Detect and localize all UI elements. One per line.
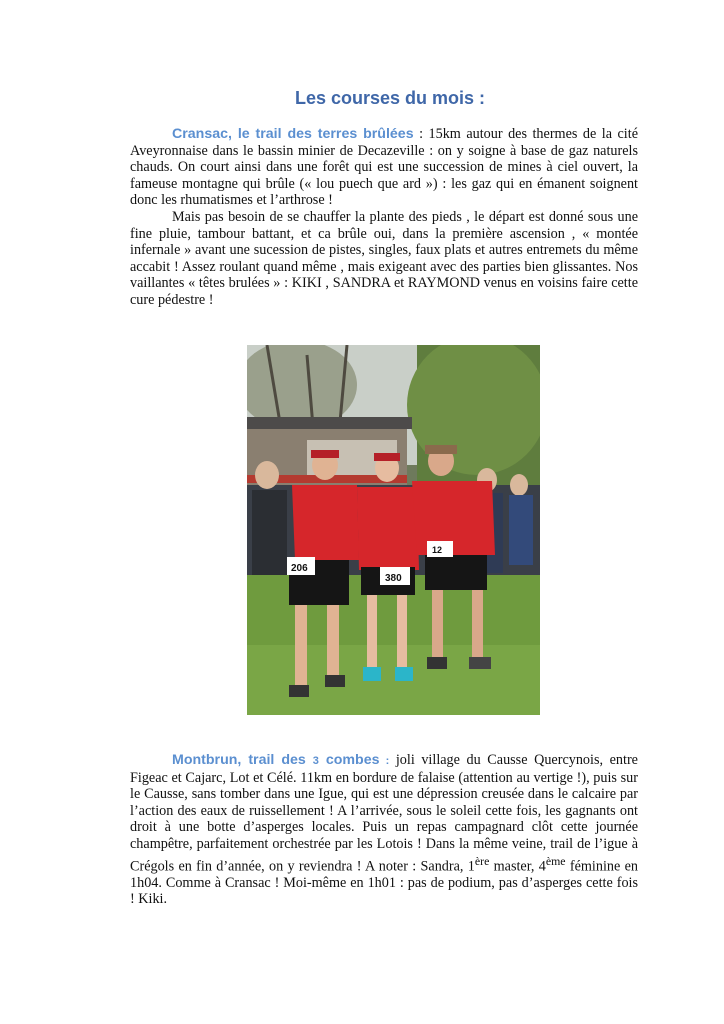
heading-part-b: combes (318, 752, 380, 768)
bib-12: 12 (432, 545, 443, 555)
race-photo (247, 345, 540, 715)
section-cransac (130, 126, 638, 309)
paragraph-3-text-a: joli village du Causse Quercynois, entre Figeac et Cajarc, Lot et Célé. 11km en bordure de falaise (attention au vertige !), puis sur le Causse, sans tomber dans une Igue, qui est une dépression creusée dans le calcaire par l’action des eaux de ruissellement ! A l’arrivée, sous le soleil cette fois, les gagnants ont droit à une botte d’asperges locales. Puis un repas campagnard clôt cette journée champêtre, parfaitement orchestrée par les Lotois ! Dans la même veine, trail de l’igue à Crégols en fin d’année, on y reviendra ! A noter : Sandra, 1 (130, 752, 638, 875)
heading-number: 3 (312, 755, 319, 767)
race-heading-cransac: Cransac, le trail des terres brûlées (172, 126, 414, 142)
superscript-2: ème (545, 853, 566, 868)
paragraph-3-text-b: master, 4 (489, 858, 546, 875)
heading-part-a: Montbrun, trail des (172, 752, 313, 768)
paragraph-1-text: : 15km autour des thermes de la cité Aveyronnaise dans le bassin minier de Decazeville : on y soigne à base de gaz naturels chauds. On court ainsi dans une forêt qui est une succession de mines à ciel ouvert, la fameuse montagne qui brûle (« lou puech que ard ») : les gaz qui en émanent soignent donc les rhumatismes et l’arthrose ! (130, 126, 638, 209)
paragraph-2: Mais pas besoin de se chauffer la plante des pieds , le départ est donné sous une fine pluie, tambour battant, et ca brûle oui, dans la première ascension , « montée infernale » avant une sucession de pistes, singles, faux plats et autres entremets du même accabit ! Assez roulant quand même , mais exigeant avec des parties bien glissantes. Nos vaillantes « têtes brulées » : KIKI , SANDRA et RAYMOND venus en voisins faire cette cure pédestre ! (130, 208, 638, 308)
bib-206: 206 (291, 563, 308, 574)
heading-colon: : (379, 755, 390, 767)
race-heading-montbrun (172, 752, 389, 768)
bib-380: 380 (385, 573, 402, 584)
paragraph-3 (130, 752, 638, 908)
paragraph-3-text-c: féminine en 1h04. Comme à Cransac ! Moi-même en 1h01 : pas de podium, pas d’asperges cette fois ! Kiki. (130, 858, 639, 908)
photo-illustration (247, 345, 540, 715)
paragraph-1 (130, 126, 638, 209)
superscript-1: ère (474, 853, 490, 868)
page-title: Les courses du mois : (294, 88, 486, 108)
section-montbrun (130, 752, 638, 908)
